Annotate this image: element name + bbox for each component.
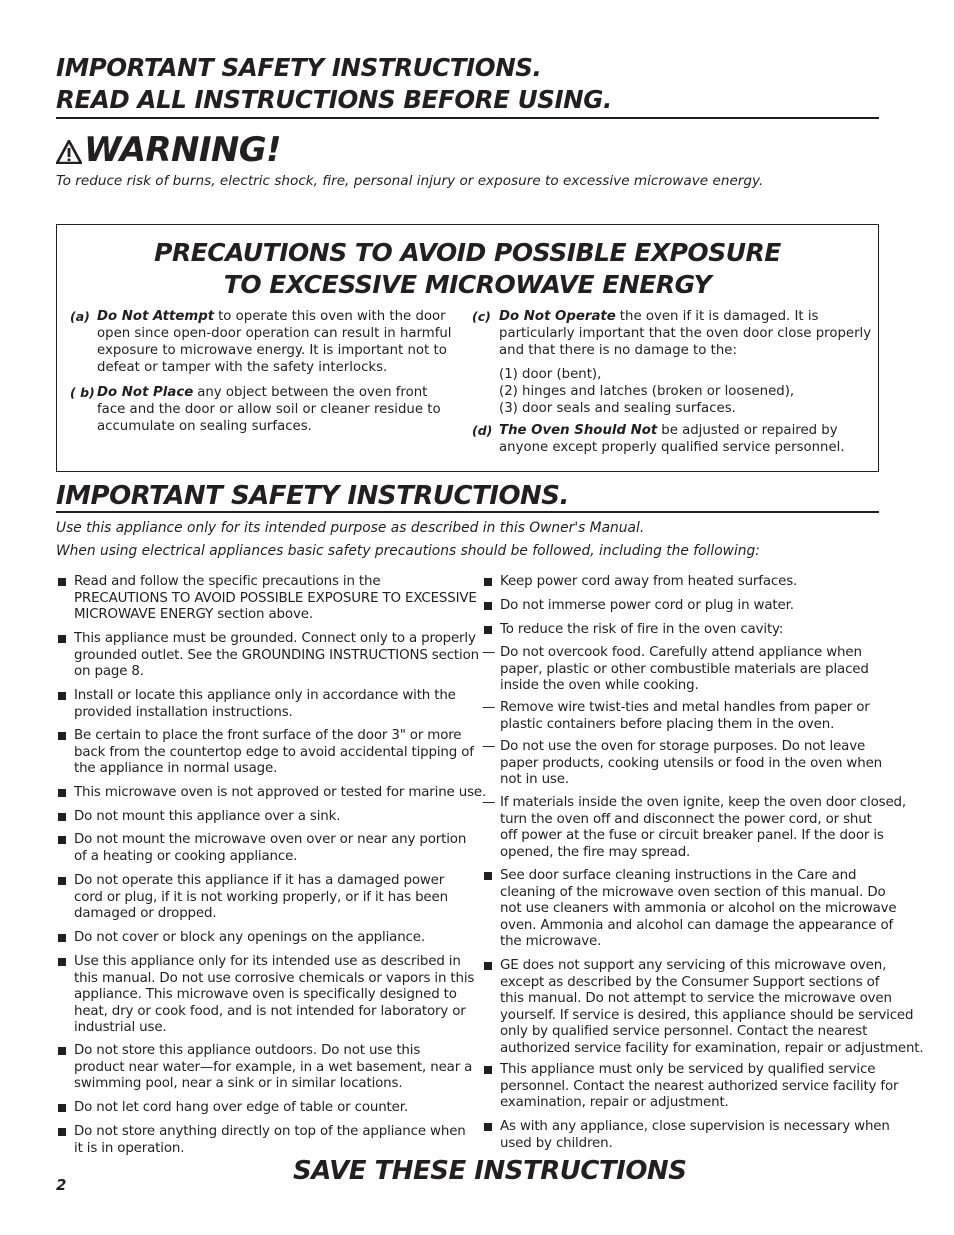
page-header xyxy=(56,52,886,116)
precaution-keyword: Do Not Place xyxy=(97,385,194,400)
bullet-dash-icon: — xyxy=(482,700,496,715)
safety-item-text-line: Remove wire twist-ties and metal handles from paper or xyxy=(500,700,870,715)
precautions-title xyxy=(56,237,879,301)
bullet-dash-icon: — xyxy=(482,795,496,810)
safety-item-text-line: Do not immerse power cord or plug in water. xyxy=(500,598,794,613)
precaution-text-line: be adjusted or repaired by xyxy=(661,423,838,438)
safety-item-text-line: heat, dry or cook food, and is not intended for laboratory or xyxy=(74,1003,466,1019)
bullet-square-icon xyxy=(58,934,66,942)
bullet-square-icon xyxy=(58,836,66,844)
page-number: 2 xyxy=(56,1176,67,1194)
safety-item-text-line: Do not store this appliance outdoors. Do not use this xyxy=(74,1043,421,1058)
precaution-text-line: particularly important that the oven door close properly xyxy=(499,326,872,341)
safety-item-text-line: provided installation instructions. xyxy=(74,704,293,720)
safety-item-text-line: appliance. This microwave oven is specifically designed to xyxy=(74,987,457,1002)
safety-item-text-line: This appliance must only be serviced by qualified service xyxy=(500,1062,876,1077)
bullet-square-icon xyxy=(58,789,66,797)
safety-item-text-line: cord or plug, if it is not working properly, or if it has been xyxy=(74,889,448,905)
safety-intro-1: Use this appliance only for its intended purpose as described in this Owner's Manual. xyxy=(56,520,645,536)
bullet-square-icon xyxy=(484,962,492,970)
safety-item-text-line: paper, plastic or other combustible materials are placed xyxy=(500,661,869,677)
bullet-square-icon xyxy=(58,578,66,586)
safety-item-text-line: Do not store anything directly on top of the appliance when xyxy=(74,1124,466,1139)
precaution-text-line: exposure to microwave energy. It is important not to xyxy=(97,343,447,358)
safety-item-text-line: product near water—for example, in a wet basement, near a xyxy=(74,1059,473,1075)
safety-item-text-line: If materials inside the oven ignite, keep the oven door closed, xyxy=(500,795,906,810)
safety-item-text-line: MICROWAVE ENERGY section above. xyxy=(74,607,313,622)
bullet-square-icon xyxy=(58,1104,66,1112)
bullet-square-icon xyxy=(58,692,66,700)
safety-item-text-line: grounded outlet. See the GROUNDING INSTRUCTIONS section xyxy=(74,647,479,663)
safety-item-text-line: this manual. Do not use corrosive chemicals or vapors in this xyxy=(74,970,475,986)
precaution-text-line: (3) door seals and sealing surfaces. xyxy=(499,401,736,416)
safety-item-text-line: This microwave oven is not approved or tested for marine use. xyxy=(74,785,487,800)
safety-item-text-line: GE does not support any servicing of this microwave oven, xyxy=(500,958,887,973)
safety-item-text-line: this manual. Do not attempt to service the microwave oven xyxy=(500,991,892,1006)
safety-item-text-line: Use this appliance only for its intended use as described in xyxy=(74,954,461,969)
safety-item-text-line: oven. Ammonia and alcohol can damage the appearance of xyxy=(500,917,894,933)
bullet-square-icon xyxy=(58,877,66,885)
safety-item-text-line: personnel. Contact the nearest authorized service facility for xyxy=(500,1078,899,1094)
safety-item-text-line: To reduce the risk of fire in the oven cavity: xyxy=(500,622,784,637)
safety-item-text-line: off power at the fuse or circuit breaker panel. If the door is xyxy=(500,828,884,843)
safety-divider xyxy=(56,511,879,513)
precaution-keyword: Do Not Operate xyxy=(499,309,616,324)
safety-item-text-line: damaged or dropped. xyxy=(74,906,217,921)
safety-item-text-line: This appliance must be grounded. Connect only to a properly xyxy=(74,631,476,646)
precaution-label: (a) xyxy=(70,309,90,324)
safety-item-text-line: As with any appliance, close supervision is necessary when xyxy=(500,1119,890,1134)
bullet-square-icon xyxy=(484,1066,492,1074)
precaution-label: (c) xyxy=(472,309,491,324)
safety-item-text-line: industrial use. xyxy=(74,1020,167,1035)
safety-item-text-line: plastic containers before placing them in the oven. xyxy=(500,716,835,732)
safety-item-text-line: Do not mount the microwave oven over or near any portion xyxy=(74,832,467,847)
bullet-square-icon xyxy=(58,1128,66,1136)
precaution-text-line: to operate this oven with the door xyxy=(218,309,446,324)
safety-item-text-line: swimming pool, near a sink or in similar locations. xyxy=(74,1076,403,1091)
header-line-1: IMPORTANT SAFETY INSTRUCTIONS. xyxy=(56,53,542,82)
safety-item-text-line: except as described by the Consumer Support sections of xyxy=(500,974,880,990)
precaution-text-line: any object between the oven front xyxy=(197,385,428,400)
safety-item-text-line: used by children. xyxy=(500,1135,613,1151)
safety-item-text-line: the microwave. xyxy=(500,934,602,949)
save-instructions: SAVE THESE INSTRUCTIONS xyxy=(293,1156,687,1186)
bullet-square-icon xyxy=(58,958,66,966)
safety-item-text-line: yourself. If service is desired, this appliance should be serviced xyxy=(500,1007,914,1023)
precaution-text-line: accumulate on sealing surfaces. xyxy=(97,419,312,434)
bullet-square-icon xyxy=(58,732,66,740)
safety-item-text-line: Install or locate this appliance only in accordance with the xyxy=(74,688,456,703)
bullet-dash-icon: — xyxy=(482,645,496,660)
safety-item-text-line: back from the countertop edge to avoid accidental tipping of xyxy=(74,744,474,760)
safety-item-text-line: Do not overcook food. Carefully attend appliance when xyxy=(500,645,862,660)
safety-item-text-line: the appliance in normal usage. xyxy=(74,761,278,776)
precaution-text-line: face and the door or allow soil or cleaner residue to xyxy=(97,402,441,417)
precaution-keyword: Do Not Attempt xyxy=(97,309,215,324)
precaution-text-line: anyone except properly qualified service personnel. xyxy=(499,440,845,455)
safety-item-text-line: Do not mount this appliance over a sink. xyxy=(74,809,341,824)
warning-subtitle: To reduce risk of burns, electric shock, fire, personal injury or exposure to excessive microwave energy. xyxy=(56,173,764,189)
safety-item-text-line: Do not operate this appliance if it has a damaged power xyxy=(74,873,445,888)
safety-section-title: IMPORTANT SAFETY INSTRUCTIONS. xyxy=(56,481,569,511)
bullet-square-icon xyxy=(58,813,66,821)
precaution-text-line: (2) hinges and latches (broken or loosened), xyxy=(499,384,795,399)
precaution-text-line: defeat or tamper with the safety interlocks. xyxy=(97,360,388,375)
safety-item-text-line: examination, repair or adjustment. xyxy=(500,1095,729,1110)
safety-item-text-line: Read and follow the specific precautions in the xyxy=(74,574,381,589)
header-line-2: READ ALL INSTRUCTIONS BEFORE USING. xyxy=(56,85,612,114)
bullet-square-icon xyxy=(484,578,492,586)
safety-item-text-line: of a heating or cooking appliance. xyxy=(74,848,298,864)
safety-item-text-line: inside the oven while cooking. xyxy=(500,678,699,693)
precaution-text-line: open since open-door operation can result in harmful xyxy=(97,326,452,341)
safety-item-text-line: only by qualified service personnel. Contact the nearest xyxy=(500,1024,868,1039)
safety-item-text-line: authorized service facility for examination, repair or adjustment. xyxy=(500,1040,924,1056)
precaution-text-line: and that there is no damage to the: xyxy=(499,343,737,358)
safety-item-text-line: not use cleaners with ammonia or alcohol on the microwave xyxy=(500,901,897,916)
safety-intro-2: When using electrical appliances basic safety precautions should be followed, including the following: xyxy=(56,543,760,559)
precautions-title-line-1: PRECAUTIONS TO AVOID POSSIBLE EXPOSURE xyxy=(154,238,781,267)
precaution-label: ( b) xyxy=(70,385,95,400)
bullet-square-icon xyxy=(484,626,492,634)
warning-title: WARNING! xyxy=(84,130,281,170)
warning-triangle-icon xyxy=(56,140,82,164)
safety-item-text-line: it is in operation. xyxy=(74,1140,185,1156)
safety-item-text-line: Do not use the oven for storage purposes. Do not leave xyxy=(500,739,866,754)
safety-item-text-line: on page 8. xyxy=(74,664,144,679)
bullet-square-icon xyxy=(58,1047,66,1055)
safety-item-text-line: Do not cover or block any openings on the appliance. xyxy=(74,930,425,945)
safety-item-text-line: opened, the fire may spread. xyxy=(500,844,691,860)
header-divider xyxy=(56,117,879,119)
safety-item-text-line: Keep power cord away from heated surfaces. xyxy=(500,574,798,589)
safety-item-text-line: not in use. xyxy=(500,772,569,787)
precautions-title-line-2: TO EXCESSIVE MICROWAVE ENERGY xyxy=(223,270,712,299)
safety-item-text-line: PRECAUTIONS TO AVOID POSSIBLE EXPOSURE TO EXCESSIVE xyxy=(74,590,477,606)
safety-item-text-line: paper products, cooking utensils or food in the oven when xyxy=(500,755,882,771)
safety-item-text-line: turn the oven off and disconnect the power cord, or shut xyxy=(500,811,872,827)
safety-item-text-line: Be certain to place the front surface of the door 3" or more xyxy=(74,728,462,743)
precaution-keyword: The Oven Should Not xyxy=(499,423,658,438)
precaution-label: (d) xyxy=(472,423,493,438)
precaution-text-line: (1) door (bent), xyxy=(499,367,602,382)
bullet-square-icon xyxy=(58,635,66,643)
safety-item-text-line: See door surface cleaning instructions in the Care and xyxy=(500,868,857,883)
bullet-square-icon xyxy=(484,602,492,610)
precaution-text-line: the oven if it is damaged. It is xyxy=(619,309,819,324)
bullet-dash-icon: — xyxy=(482,739,496,754)
bullet-square-icon xyxy=(484,1123,492,1131)
bullet-square-icon xyxy=(484,872,492,880)
safety-item-text-line: cleaning of the microwave oven section of this manual. Do xyxy=(500,884,886,900)
warning-heading xyxy=(56,128,281,172)
safety-item-text-line: Do not let cord hang over edge of table or counter. xyxy=(74,1100,408,1115)
